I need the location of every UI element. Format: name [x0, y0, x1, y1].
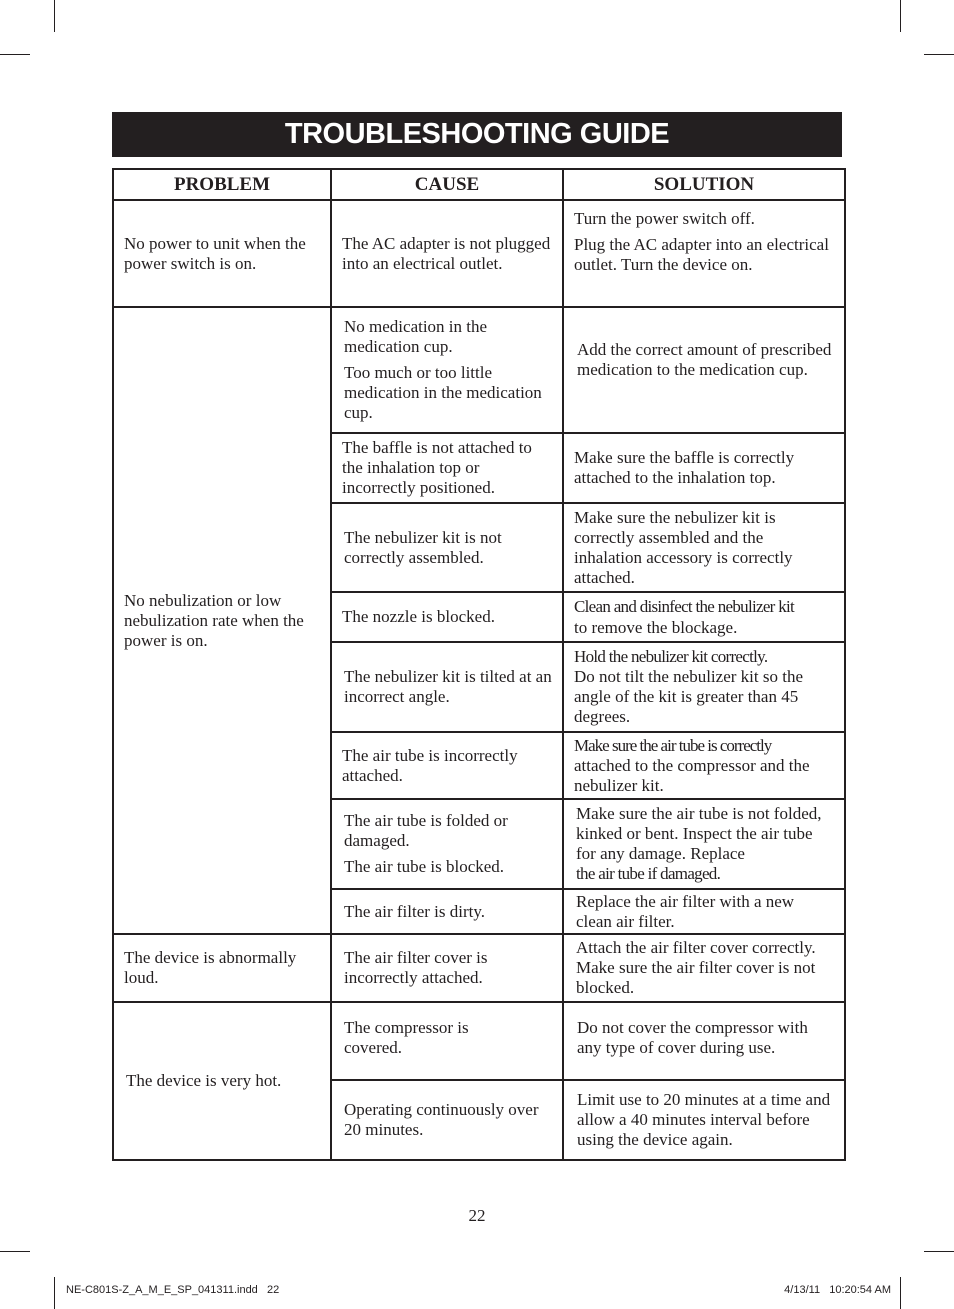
cause-cell — [331, 1002, 563, 1080]
problem-cell — [113, 307, 331, 934]
solution-text: attached to the compressor and the nebulizer kit. — [574, 755, 810, 795]
solution-text: Limit use to 20 minutes at a time and allow a 40 minutes interval before using the device again. — [577, 1090, 831, 1149]
solution-text: Make sure the air tube is not folded, kinked or bent. Inspect the air tube for any damage. Replace — [576, 804, 822, 863]
solution-text: Make sure the baffle is correctly attached to the inhalation top. — [574, 448, 795, 487]
header-solution: SOLUTION — [563, 169, 845, 200]
cause-text: The air filter is dirty. — [344, 901, 485, 921]
solution-text: Make sure the air tube is correctly — [574, 735, 772, 755]
solution-text: Do not tilt the nebulizer kit so the angle of the kit is greater than 45 degrees. — [574, 667, 803, 726]
cause-cell — [331, 1080, 563, 1160]
solution-text: Plug the AC adapter into an electrical outlet. Turn the device on. — [574, 235, 829, 274]
page-title: TROUBLESHOOTING GUIDE — [112, 112, 842, 157]
crop-mark — [0, 54, 30, 55]
footer-file-name: NE-C801S-Z_A_M_E_SP_041311.indd 22 — [66, 1284, 280, 1296]
cause-text: The air tube is folded or damaged. — [344, 811, 508, 850]
solution-text: Hold the nebulizer kit correctly. — [574, 647, 768, 666]
table-row — [113, 200, 845, 307]
solution-cell — [563, 1002, 845, 1080]
crop-mark — [924, 54, 954, 55]
solution-cell — [563, 592, 845, 642]
header-cause: CAUSE — [331, 169, 563, 200]
solution-text: Replace the air filter with a new clean air filter. — [576, 891, 795, 931]
solution-cell — [563, 200, 845, 307]
header-problem: PROBLEM — [113, 169, 331, 200]
page-number: 22 — [468, 1206, 486, 1225]
cause-cell — [331, 200, 563, 307]
solution-cell — [563, 732, 845, 799]
solution-text: Add the correct amount of prescribed medication to the medication cup. — [577, 340, 832, 379]
cause-cell — [331, 732, 563, 799]
cause-text: The air filter cover is incorrectly attached. — [344, 948, 488, 987]
solution-text: Clean and disinfect the nebulizer kit — [574, 596, 795, 616]
cause-text: The nebulizer kit is tilted at an incorrect angle. — [344, 667, 552, 706]
crop-mark — [900, 0, 901, 32]
cause-cell — [331, 503, 563, 592]
solution-text: the air tube if damaged. — [576, 864, 721, 883]
cause-cell — [331, 889, 563, 934]
problem-text: The device is very hot. — [126, 1071, 282, 1090]
solution-text: Turn the power switch off. — [574, 209, 755, 228]
problem-text: No power to unit when the power switch is on. — [124, 233, 306, 273]
table-row — [113, 934, 845, 1002]
cause-text: The air tube is incorrectly attached. — [342, 745, 518, 785]
solution-cell — [563, 889, 845, 934]
solution-text: Do not cover the compressor with any type of cover during use. — [577, 1018, 808, 1057]
cause-cell — [331, 799, 563, 889]
solution-cell — [563, 934, 845, 1002]
problem-text: The device is abnormally loud. — [124, 948, 297, 987]
cause-cell — [331, 592, 563, 642]
crop-mark — [54, 1277, 55, 1309]
table-row — [113, 307, 845, 433]
table-row — [113, 1002, 845, 1080]
cause-cell — [331, 307, 563, 433]
cause-text: The air tube is blocked. — [344, 857, 505, 876]
cause-text: No medication in the medication cup. — [344, 317, 488, 356]
crop-mark — [54, 0, 55, 32]
cause-text: The nebulizer kit is not correctly assembled. — [344, 527, 502, 567]
problem-text: No nebulization or low nebulization rate when the power is on. — [124, 590, 304, 650]
cause-cell — [331, 642, 563, 732]
problem-cell — [113, 200, 331, 307]
solution-cell — [563, 642, 845, 732]
solution-cell — [563, 433, 845, 503]
cause-text: The baffle is not attached to the inhalation top or incorrectly positioned. — [342, 438, 532, 497]
cause-cell — [331, 433, 563, 503]
solution-cell — [563, 799, 845, 889]
crop-mark — [924, 1251, 954, 1252]
table-header-row — [113, 169, 845, 200]
cause-text: The nozzle is blocked. — [342, 607, 495, 626]
solution-text: Attach the air filter cover correctly. Make sure the air filter cover is not blocked. — [576, 938, 816, 997]
crop-mark — [900, 1277, 901, 1309]
cause-text: The AC adapter is not plugged into an electrical outlet. — [342, 233, 551, 273]
solution-cell — [563, 503, 845, 592]
problem-cell — [113, 934, 331, 1002]
solution-cell — [563, 1080, 845, 1160]
cause-text: The compressor is covered. — [344, 1018, 469, 1057]
footer-timestamp: 4/13/11 10:20:54 AM — [784, 1284, 891, 1296]
solution-text: Make sure the nebulizer kit is correctly assembled and the inhalation accessory is correctly attached. — [574, 507, 793, 587]
solution-text: to remove the blockage. — [574, 617, 738, 637]
cause-cell — [331, 934, 563, 1002]
cause-text: Too much or too little medication in the medication cup. — [344, 363, 542, 422]
problem-cell — [113, 1002, 331, 1160]
cause-text: Operating continuously over 20 minutes. — [344, 1100, 539, 1139]
crop-mark — [0, 1251, 30, 1252]
solution-cell — [563, 307, 845, 433]
troubleshooting-table — [112, 168, 846, 1161]
